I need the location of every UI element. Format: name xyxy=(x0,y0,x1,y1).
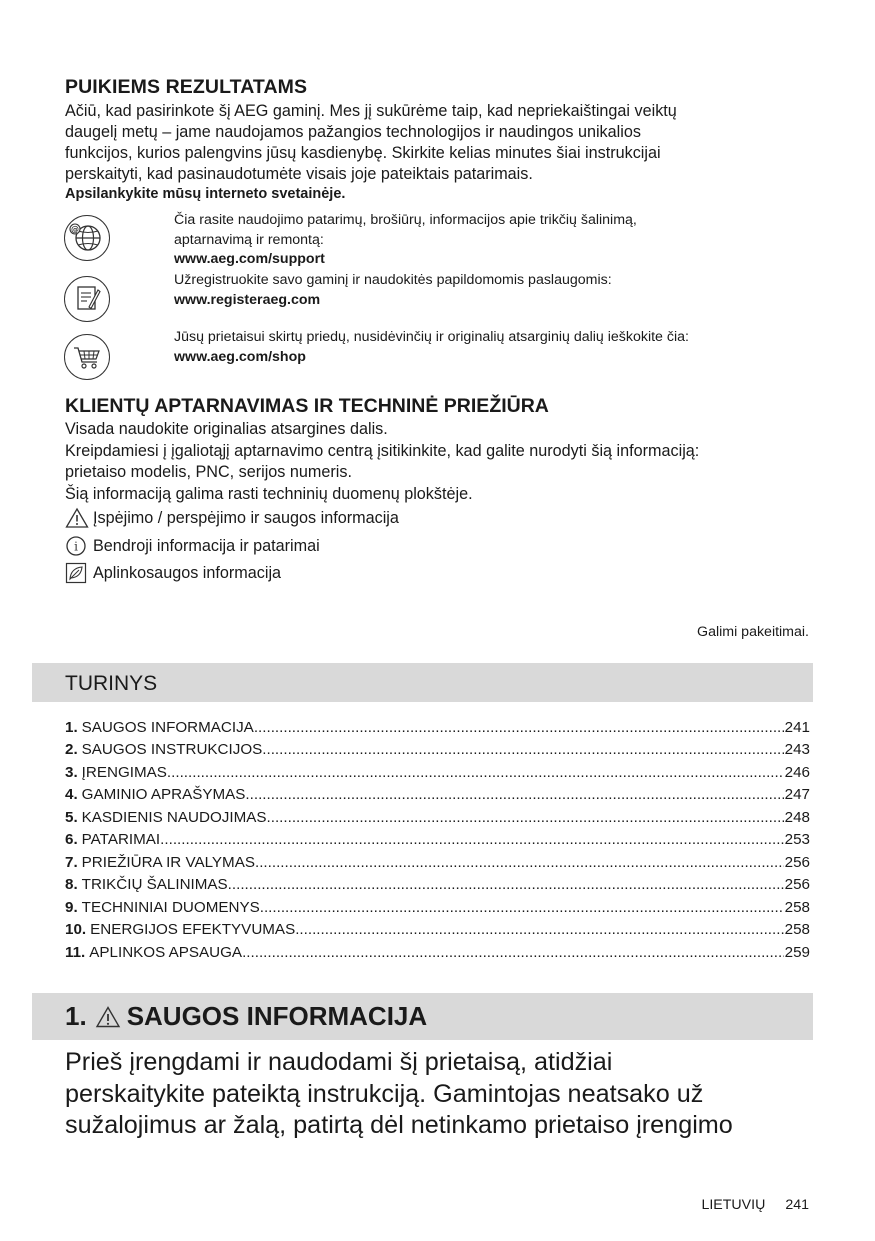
toc-title: SAUGOS INSTRUKCIJOS xyxy=(81,741,263,758)
info-text: Užregistruokite savo gaminį ir naudokitės papildomomis paslaugomis: xyxy=(174,272,612,288)
toc-row[interactable] xyxy=(65,938,810,961)
toc-title: APLINKOS APSAUGA xyxy=(89,943,243,961)
toc-title: ĮRENGIMAS xyxy=(81,763,167,781)
section-header-band xyxy=(32,993,813,1040)
footer-language: LIETUVIŲ xyxy=(701,1197,766,1213)
toc-page: 258 xyxy=(784,898,810,916)
toc-num: 6. xyxy=(65,831,78,848)
changes-note: Galimi pakeitimai. xyxy=(697,624,809,640)
support-link[interactable]: www.aeg.com/support xyxy=(174,251,325,267)
toc-title: ENERGIJOS EFEKTYVUMAS xyxy=(90,921,296,938)
page-footer xyxy=(701,1197,809,1213)
toc-page: 253 xyxy=(784,831,810,848)
toc-num: 5. xyxy=(65,808,78,826)
toc-num: 3. xyxy=(65,763,78,781)
info-text: Jūsų prietaisui skirtų priedų, nusidėvinčių ir originalių atsarginių dalių ieškokite čia: xyxy=(174,329,689,345)
section-intro-line: Prieš įrengdami ir naudodami šį prietaisą, atidžiai xyxy=(65,1048,613,1076)
heading-best-results: PUIKIEMS REZULTATAMS xyxy=(65,76,308,98)
info-text: aptarnavimą ir remontą: xyxy=(174,231,324,248)
cart-icon xyxy=(64,334,110,380)
toc-row[interactable] xyxy=(65,848,810,871)
toc-row[interactable] xyxy=(65,871,810,894)
section-title xyxy=(65,1001,427,1032)
toc-num: 11. xyxy=(65,943,86,961)
toc-row[interactable] xyxy=(65,758,810,781)
toc-page: 259 xyxy=(784,943,810,961)
toc-row[interactable] xyxy=(65,781,810,804)
toc-row[interactable] xyxy=(65,916,810,939)
toc-num: 2. xyxy=(65,741,78,758)
globe-icon xyxy=(64,215,110,261)
legend-environment xyxy=(65,562,281,584)
toc-num: 8. xyxy=(65,876,78,893)
section-number: 1. xyxy=(65,1001,87,1031)
toc-num: 4. xyxy=(65,786,78,803)
toc-title: TRIKČIŲ ŠALINIMAS xyxy=(81,876,228,893)
legend-warning xyxy=(65,507,399,529)
table-of-contents xyxy=(65,713,810,961)
warning-icon xyxy=(65,507,89,529)
service-line: Visada naudokite originalias atsargines dalis. xyxy=(65,420,388,438)
toc-row[interactable] xyxy=(65,826,810,849)
legend-text: Įspėjimo / perspėjimo ir saugos informacija xyxy=(93,508,399,527)
service-line: Kreipdamiesi į įgaliotąjį aptarnavimo centrą įsitikinkite, kad galite nurodyti šią informaciją: xyxy=(65,441,700,460)
section-intro xyxy=(65,1047,733,1142)
register-icon xyxy=(64,276,110,322)
intro-line: daugelį metų – jame naudojamos pažangios technologijos ir naudingos unikalios xyxy=(65,123,641,141)
visit-website-text: Apsilankykite mūsų interneto svetainėje. xyxy=(65,186,346,202)
toc-num: 9. xyxy=(65,898,78,916)
toc-title: KASDIENIS NAUDOJIMAS xyxy=(81,808,267,826)
toc-num: 1. xyxy=(65,718,78,736)
toc-row[interactable] xyxy=(65,803,810,826)
leaf-icon xyxy=(65,562,89,584)
intro-line: perskaityti, kad pasinaudotumėte visais joje pateiktais patarimais. xyxy=(65,165,533,183)
toc-title: PATARIMAI xyxy=(81,831,161,848)
toc-page: 258 xyxy=(784,921,810,938)
toc-title: TECHNINIAI DUOMENYS xyxy=(81,898,260,916)
warning-icon xyxy=(95,1005,121,1029)
service-line: prietaiso modelis, PNC, serijos numeris. xyxy=(65,463,352,481)
section-title-text: SAUGOS INFORMACIJA xyxy=(126,1001,428,1031)
toc-title: GAMINIO APRAŠYMAS xyxy=(81,786,246,803)
info-icon xyxy=(65,535,89,557)
info-block-support xyxy=(174,211,637,270)
section-intro-line: perskaitykite pateiktą instrukciją. Gamintojas neatsako už xyxy=(65,1079,704,1108)
toc-title: TURINYS xyxy=(65,672,158,695)
toc-page: 241 xyxy=(784,718,810,736)
toc-page: 256 xyxy=(784,853,810,871)
toc-row[interactable] xyxy=(65,893,810,916)
toc-row[interactable] xyxy=(65,736,810,759)
toc-title: PRIEŽIŪRA IR VALYMAS xyxy=(81,853,255,871)
register-link[interactable]: www.registeraeg.com xyxy=(174,291,321,308)
legend-text: Aplinkosaugos informacija xyxy=(93,563,282,582)
info-block-shop xyxy=(174,328,689,367)
svg-text:@: @ xyxy=(71,225,79,234)
intro-line: Ačiū, kad pasirinkote šį AEG gaminį. Mes jį sukūrėme taip, kad nepriekaištingai veiktų xyxy=(65,102,677,120)
legend-text: Bendroji informacija ir patarimai xyxy=(93,536,320,555)
toc-page: 248 xyxy=(784,808,810,826)
toc-page: 243 xyxy=(784,741,810,758)
intro-paragraph xyxy=(65,101,825,185)
info-block-register xyxy=(174,271,612,310)
toc-page: 256 xyxy=(784,876,810,893)
toc-header-band xyxy=(32,663,813,702)
shop-link[interactable]: www.aeg.com/shop xyxy=(174,348,306,365)
section-intro-line: sužalojimus ar žalą, patirtą dėl netinkamo prietaiso įrengimo xyxy=(65,1111,733,1139)
toc-page: 247 xyxy=(784,786,810,803)
intro-line: funkcijos, kurios palengvins jūsų kasdienybę. Skirkite kelias minutes šiai instrukcijai xyxy=(65,144,661,162)
service-paragraph xyxy=(65,419,699,505)
info-text: Čia rasite naudojimo patarimų, brošiūrų, informacijos apie trikčių šalinimą, xyxy=(174,212,637,228)
toc-row[interactable] xyxy=(65,713,810,736)
toc-num: 10. xyxy=(65,921,87,938)
toc-title: SAUGOS INFORMACIJA xyxy=(81,718,254,736)
toc-page: 246 xyxy=(784,763,810,781)
toc-num: 7. xyxy=(65,853,78,871)
footer-page-number: 241 xyxy=(785,1197,809,1213)
legend-info xyxy=(65,535,320,557)
svg-text:i: i xyxy=(74,539,78,554)
heading-customer-service: KLIENTŲ APTARNAVIMAS IR TECHNINĖ PRIEŽIŪRA xyxy=(65,395,549,417)
service-line: Šią informaciją galima rasti techninių duomenų plokštėje. xyxy=(65,484,473,503)
